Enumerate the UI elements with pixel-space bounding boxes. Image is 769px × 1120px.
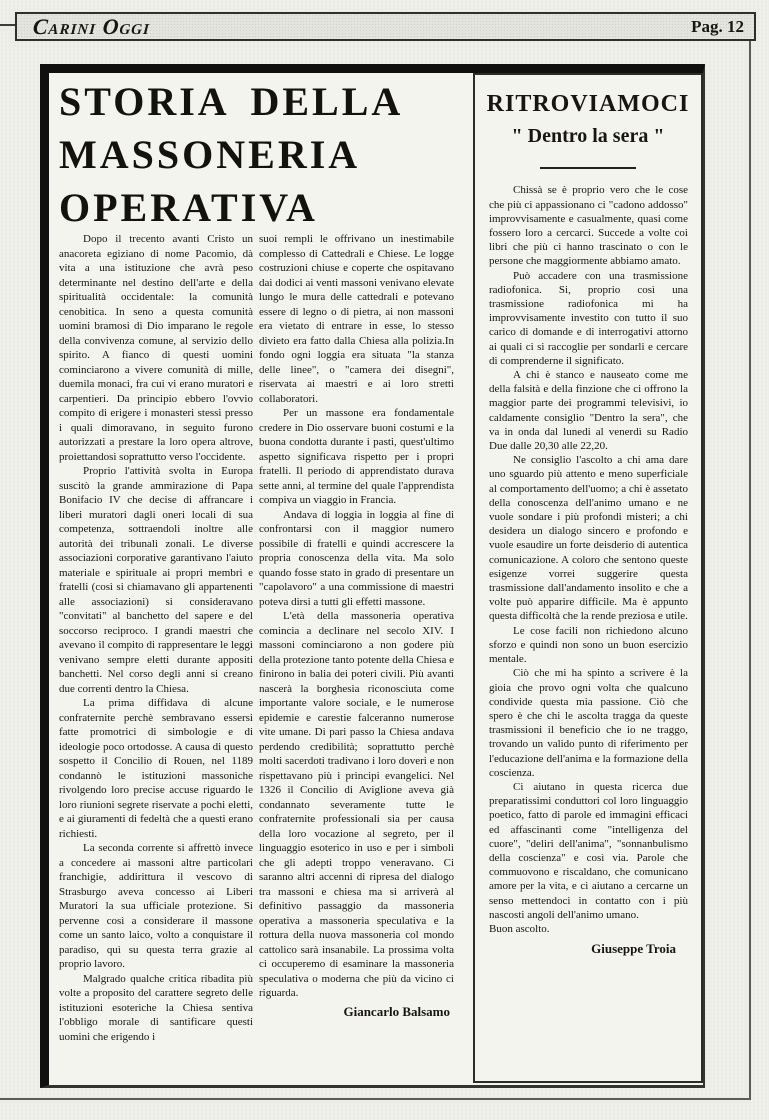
- paragraph: Proprio l'attività svolta in Europa suscitò la grande ammirazione di Papa Bonifacio IV che decise di affrancare i liberi muratori dagli oneri locali di sua competenza, sottraendoli inoltre alle autorità dei tribunali zonali. Le diverse associazioni corporative garantivano l'aiuto materiale e spirituale ai propri membri e fratelli (così si chiamavano gli appartenenti alle associazioni) si consideravano "convitati" al banchetto del sapere e del soccorso reciproco. I grandi maestri che avevano il compito di rappresentare le leggi venivano sempre eletti durante appositi banchetti. Nel corso degli anni si creano due correnti dentro la Chiesa.: [59, 465, 253, 695]
- column-body: [489, 183, 688, 956]
- closing-line: Buon ascolto.: [489, 922, 550, 935]
- paragraph: suoi rempli le offrivano un inestimabile complesso di Cattedrali e Chiese. Le logge costruzioni chiuse e coperte che ospitavano dai dodici ai venti massoni venivano elevate lungo le mura delle cattedrali e potevano essere di legno o di pietra, ai non massoni era vietato di entrare in esse, lo stesso divieto era fatto dalla Chiesa alla polizia.In fondo ogni loggia era situata "la stanza delle linee", o "camera dei disegni", riservata ai maestri e ai loro stretti collaboratori.: [259, 233, 454, 405]
- frame-line-right: [749, 28, 751, 1100]
- article-box: [40, 64, 705, 1088]
- column-title: RITROVIAMOCI: [486, 91, 690, 117]
- paragraph: Ci aiutano in questa ricerca due preparatissimi conduttori col loro linguaggio poetico, fatto di parole ed immagini efficaci ed affascinanti come "intelligenza del cuore", "deliri dell'anima", "sonnanbulismo della coscienza" e così via. Parole che commuovono e riscaldano, che comunicano amore per la vita, e ci aiutano a cercarne un senso mettendoci in contatto con i più nascosti angoli dell'animo umano.: [489, 780, 688, 921]
- paragraph: La prima diffidava di alcune confraternite perchè sembravano essersi fatte promotrici di simbologie e di ideologie poco ortodosse. A causa di questo sospetto il Concilio di Rouen, nel 1189 condannò le istituzioni massoniche rivolgendo loro precise accuse riguardo le loro riunioni segrete riservate a pochi eletti, e ai giuramenti di fedeltà che a questi erano richiesti.: [59, 697, 253, 840]
- column-subtitle: " Dentro la sera ": [511, 125, 665, 148]
- frame-line-left: [0, 24, 16, 26]
- paragraph: Dopo il trecento avanti Cristo un anacoreta egiziano di nome Pacomio, dà vita a una istituzione che avrà peso determinante nel destino dell'arte e della spiritualità occidentale: la comunità cenobitica. In seno a questa comunità uomini bramosi di Dio imparano le regole della convivenza comune, al servizio dello spirito. A fianco di questi uomini cominciarono a vivere comunità di mille, duemila monaci, fra cui vi erano muratori e carpentieri. Da principio ebbero l'ovvio compito di erigere i monasteri stessi presso i quali dimoravano, in seguito furono autorizzati a prestare la loro opera altrove, proiettandosi soprattutto verso l'occidente.: [59, 233, 253, 463]
- paragraph: A chi è stanco e nauseato come me della falsità e della finzione che ci offrono la maggior parte dei programmi televisivi, io caldamente consiglio "Dentro la sera", che va in onda dal lunedi al venerdì su Radio Due dalle 20,30 alle 22,20.: [489, 369, 688, 453]
- paragraph: Malgrado qualche critica ribadita più volte a proposito del carattere segreto delle istituzioni esoteriche la Chiesa sentiva l'obbligo morale di santificare questi uomini che erigendo i: [59, 972, 253, 1043]
- byline-giancarlo-balsamo: Giancarlo Balsamo: [343, 1003, 450, 1019]
- paragraph: Ne consiglio l'ascolto a chi ama dare uno sguardo più attento e meno superficiale al comportamento dell'uomo; a chi è assetato della conoscenza dell'animo umano e ne vuole sondare i più profondi misteri; a chi desidera un dialogo sincero e profondo e vuole esaudire un forte deisderio di autentica comunicazione. A coloro che sentono queste esigenze vorrei suggerire questa trasmissione dall'andamento insolito e che a volte può apparire difficile. Ma è appunto questa difficoltà che la rende preziosa e utile.: [489, 454, 688, 623]
- divider-rule: [540, 167, 636, 169]
- article-title: STORIA DELLA MASSONERIA OPERATIVA: [59, 79, 402, 230]
- newspaper-logo: Carini Oggi: [32, 13, 152, 39]
- frame-line-bottom: [0, 1098, 751, 1100]
- paragraph: Può accadere con una trasmissione radiofonica. Si, proprio così una trasmissione radiofonica mi ha improvvisamente investito con tutto il suo carico di domande e di interrogativi attorno ai quali ci si raccoglie per sondarli e cercare di comprenderne il significato.: [489, 269, 688, 367]
- paragraph: Per un massone era fondamentale credere in Dio osservare buoni costumi e la buona condotta durante i pasti, quest'ultimo aspetto significava rispetto per i propri fratelli. Il periodo di apprendistato durava sette anni, al termine del quale l'apprendista compiva un viaggio in Francia.: [259, 407, 454, 506]
- paragraph: L'età della massoneria operativa comincia a declinare nel secolo XIV. I massoni cominciarono a non godere più della protezione tanto potente della Chiesa e finirono in balia dei poteri civili. Più avanti nascerà la borghesia riconosciuta come importante valore sociale, e le numerose epidemie e carestie falceranno numerose vite umane. Di pari passo la Chiesa andava perdendo credibilità; soprattutto perchè molti sacerdoti tradivano i loro doveri e non rispettavano più i principi evangelici. Nel 1326 il Concilio di Aviglione aveva già condannato severamente tutte le confraternite professionali sia per causa della loro vocazione al segreto, per il linguaggio esoterico in uso e per i simboli che gli adepti troppo veneravano. Ci saranno altri accenni di ripresa del dialogo tra massoni e chiesa ma si arriverà al definitivo passaggio da massoneria operativa a massoneria speculativa e la rottura della nuova massoneria col mondo cattolico sarà insanabile. La prossima volta ci occuperemo di esaminare la massoneria speculativa o moderna che più da vicino ci riguarda.: [259, 610, 454, 999]
- masthead: [15, 12, 756, 41]
- paragraph: Le cose facili non richiedono alcuno sforzo e quindi non sono un buon esercizio mentale.: [489, 624, 688, 666]
- article-column-2: [259, 232, 454, 1019]
- paragraph: Ciò che mi ha spinto a scrivere è la gioia che provo ogni volta che qualcuno condivide questa mia passione. Ciò che spero è che chi le ascolta tragga da queste trasmissioni il beneficio che io ne traggo, trovando un valido punto di riferimento per l'educazione dell'anima e la formazione della coscienza.: [489, 667, 688, 779]
- paragraph: La seconda corrente si affrettò invece a concedere ai massoni altre particolari franchigie, addirittura il vescovo di Strasburgo aveva concesso ai Liberi Muratori la sua ufficiale protezione. Si pervenne così a considerare il massone come un santo laico, volto a conquistare il paradiso, quì su questa terra grazie al proprio lavoro.: [59, 842, 253, 970]
- paragraph: Chissà se è proprio vero che le cose che più ci appassionano ci "cadono addosso" improvvisamente e casualmente, quasi come fossero loro a cercarci. Succede a volte coi libri che più ci hanno trascinato o con le persone che maggiormente abbiamo amato.: [489, 184, 688, 268]
- paragraph: Andava di loggia in loggia al fine di confrontarsi con il maggior numero possibile di fratelli e quindi accrescere la propria conoscenza della vita. Ma solo quando fosse stato in grado di presentare un "capolavoro" a una commissione di maestri poteva dirsi a tutti gli effetti massone.: [259, 508, 454, 608]
- ritroviamoci-box: [473, 73, 703, 1083]
- article-column-1: [59, 232, 253, 1044]
- page-number: Pag. 12: [691, 17, 744, 36]
- byline-giuseppe-troia: Giuseppe Troia: [591, 941, 676, 957]
